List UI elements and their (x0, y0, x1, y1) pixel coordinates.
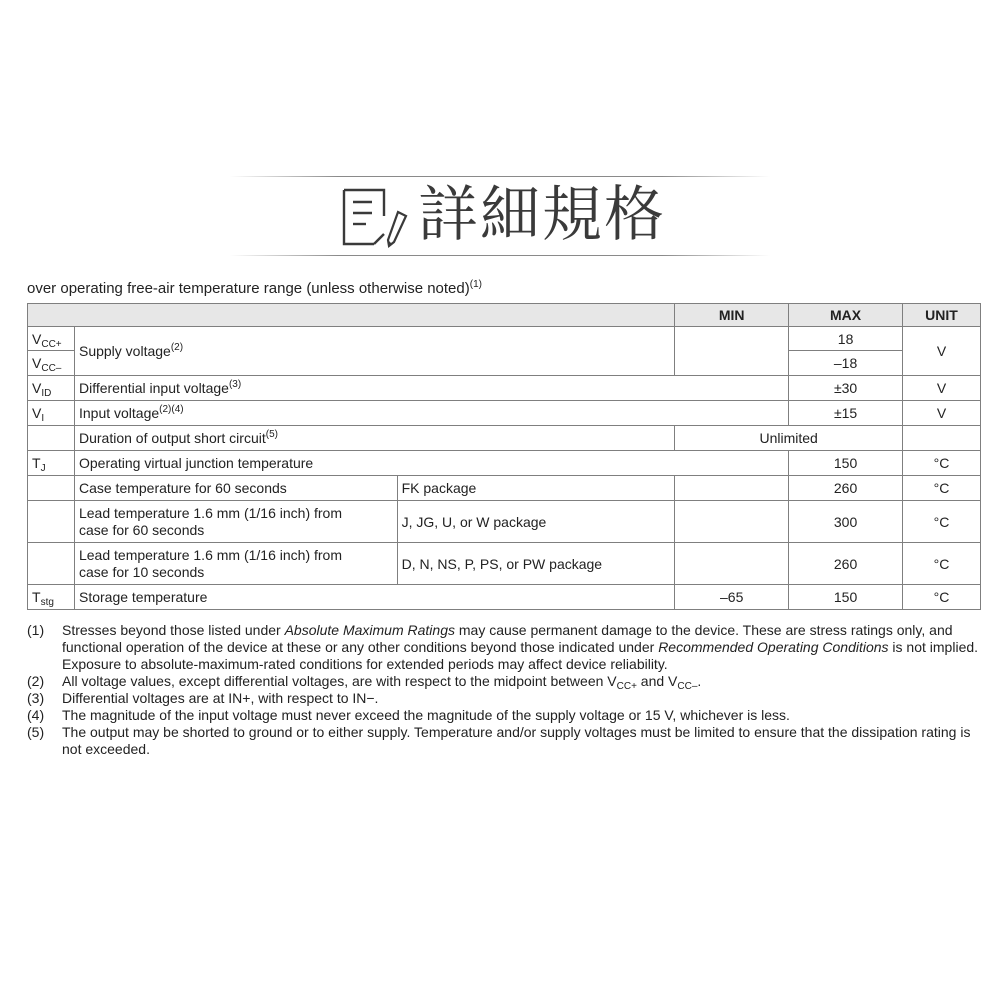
max-cell: ±30 (789, 376, 903, 401)
footnote-2: (2) All voltage values, except differential voltages, are with respect to the midpoint between $V_{CC+}$ and $V_{CC-}$. (27, 673, 702, 692)
max-cell: 260 (789, 543, 903, 585)
table-row (28, 585, 981, 610)
banner-top-rule (230, 176, 770, 177)
symbol-tj: $T_J$ (28, 451, 75, 476)
max-cell: 300 (789, 501, 903, 543)
table-intro (27, 280, 482, 297)
package-cell: D, N, NS, P, PS, or PW package (397, 543, 675, 585)
unit-cell: °C (903, 451, 981, 476)
table-row (28, 401, 981, 426)
package-cell: J, JG, U, or W package (397, 501, 675, 543)
intro-text: over operating free-air temperature range (unless otherwise noted) (27, 280, 470, 297)
unit-cell: V (903, 327, 981, 376)
max-cell: –18 (789, 351, 903, 376)
symbol-empty (28, 426, 75, 451)
intro-footnote-ref: (1) (469, 279, 482, 290)
table-header-row (28, 304, 981, 327)
min-cell: –65 (675, 585, 789, 610)
table-row (28, 501, 981, 543)
unit-cell: °C (903, 585, 981, 610)
header-max: MAX (789, 304, 903, 327)
footnote-4: (4) The magnitude of the input voltage must never exceed the magnitude of the supply voltage or 15 V, whichever is less. (27, 707, 790, 723)
package-cell: FK package (397, 476, 675, 501)
header-unit: UNIT (903, 304, 981, 327)
param-label: Storage temperature (74, 585, 674, 610)
absolute-max-ratings-table (27, 303, 981, 610)
unit-cell: °C (903, 476, 981, 501)
table-row (28, 426, 981, 451)
symbol-empty (28, 501, 75, 543)
footnote-3: (3) Differential voltages are at IN+, with respect to IN−. (27, 690, 379, 706)
table-row (28, 376, 981, 401)
symbol-tstg: $T_{stg}$ (28, 585, 75, 610)
unit-cell (903, 426, 981, 451)
min-cell (675, 476, 789, 501)
footnote-number: (4) (27, 707, 45, 723)
table-row (28, 327, 981, 351)
symbol-empty (28, 476, 75, 501)
footnote-number: (5) (27, 724, 45, 740)
header-blank (28, 304, 675, 327)
min-cell (675, 351, 789, 376)
param-label: Duration of output short circuit$^{(5)}$ (74, 426, 674, 451)
unit-cell: V (903, 401, 981, 426)
footnote-number: (1) (27, 622, 45, 638)
unit-cell: V (903, 376, 981, 401)
param-label: Differential input voltage$^{(3)}$ (74, 376, 788, 401)
min-cell (675, 543, 789, 585)
header-min: MIN (675, 304, 789, 327)
max-cell: 18 (789, 327, 903, 351)
param-label: Input voltage$^{(2)(4)}$ (74, 401, 788, 426)
banner-bottom-rule (230, 255, 770, 256)
param-label: Lead temperature 1.6 mm (1/16 inch) from case for 60 seconds (74, 501, 397, 543)
unit-cell: °C (903, 501, 981, 543)
table-row (28, 476, 981, 501)
max-cell: 150 (789, 585, 903, 610)
value-cell: Unlimited (675, 426, 903, 451)
table-row (28, 451, 981, 476)
footnote-1: (1) Stresses beyond those listed under Absolute Maximum Ratings may cause permanent damage to the device. These are stress ratings only, and functional operation of the device at these or any other conditions beyond those indicated under Recommended Operating Conditions is not implied. Exposure to absolute-maximum-rated conditions for extended periods may affect device reliability. (27, 622, 979, 672)
symbol-vid: $V_{ID}$ (28, 376, 75, 401)
param-label: Case temperature for 60 seconds (74, 476, 397, 501)
footnote-5: (5) The output may be shorted to ground or to either supply. Temperature and/or supply voltages must be limited to ensure that the dissipation rating is not exceeded. (27, 724, 971, 757)
document-pencil-icon (340, 186, 410, 250)
symbol-vcc-plus: $V_{CC+}$ (28, 327, 75, 351)
spec-banner (230, 176, 770, 258)
max-cell: 260 (789, 476, 903, 501)
footnote-number: (2) (27, 673, 45, 689)
banner-title: 詳細規格 (418, 180, 666, 250)
footnote-number: (3) (27, 690, 45, 706)
max-cell: ±15 (789, 401, 903, 426)
symbol-vi: $V_I$ (28, 401, 75, 426)
param-label: Operating virtual junction temperature (74, 451, 788, 476)
min-cell (675, 327, 789, 351)
footnotes (27, 622, 981, 758)
supply-voltage-label: Supply voltage$^{(2)}$ (74, 327, 674, 376)
symbol-empty (28, 543, 75, 585)
max-cell: 150 (789, 451, 903, 476)
unit-cell: °C (903, 543, 981, 585)
symbol-vcc-minus: $V_{CC-}$ (28, 351, 75, 376)
table-row (28, 543, 981, 585)
param-label: Lead temperature 1.6 mm (1/16 inch) from case for 10 seconds (74, 543, 397, 585)
min-cell (675, 501, 789, 543)
